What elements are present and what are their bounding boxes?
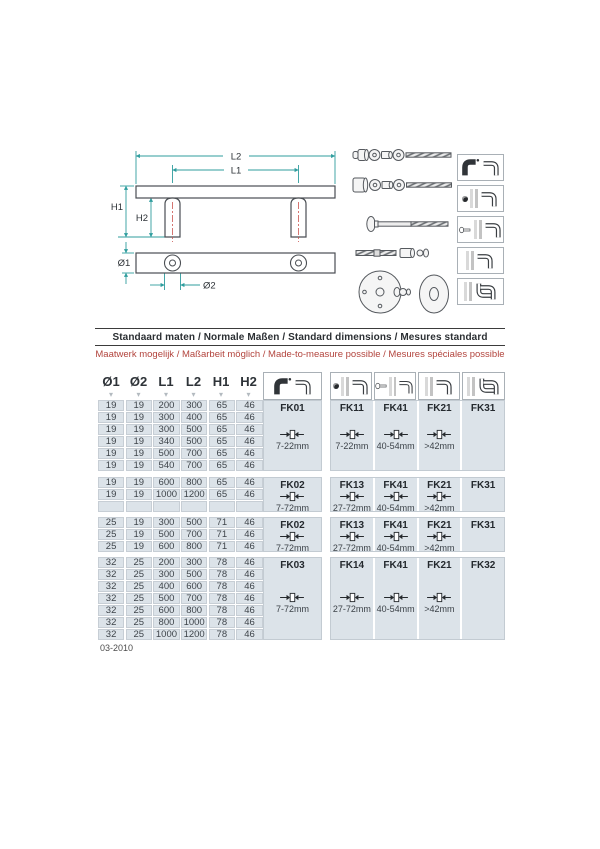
table-cell: 32	[98, 593, 124, 604]
table-cell: 46	[236, 489, 262, 500]
fixing-kit-cell	[331, 558, 373, 639]
table-cell: 32	[98, 581, 124, 592]
size-group-19-long	[0, 477, 600, 512]
table-cell: 46	[236, 581, 262, 592]
fixing-kit-code: FK41	[383, 480, 408, 491]
fixing-kit-cell	[460, 401, 504, 470]
table-cell: 46	[236, 412, 262, 423]
table-cell: 300	[153, 569, 179, 580]
table-cell: 71	[209, 517, 235, 528]
table-cell	[126, 501, 152, 512]
fixing-kit-cell	[264, 518, 321, 551]
table-cell: 1000	[153, 629, 179, 640]
table-cell: 700	[181, 460, 207, 471]
glass-thickness-range: >42mm	[424, 440, 455, 451]
fixing-kit-code: FK31	[470, 403, 496, 414]
elbow-icon	[476, 251, 495, 270]
glass-thickness-range: 40-54mm	[376, 603, 415, 614]
fixing-kit-code: FK21	[427, 403, 452, 414]
table-cell: 1200	[181, 489, 207, 500]
table-cell: 65	[209, 448, 235, 459]
table-cell: 65	[209, 460, 235, 471]
table-cell: 32	[98, 569, 124, 580]
glass-thickness-icon	[383, 491, 409, 502]
column-header: L2	[185, 374, 202, 389]
dimension-rows	[98, 557, 263, 640]
table-cell: 78	[209, 617, 235, 628]
glass-thickness-icon	[426, 491, 452, 502]
triangle-marker-icon: ▾	[218, 390, 223, 399]
table-cell: 46	[236, 529, 262, 540]
glass-panel-icon	[389, 377, 396, 396]
section-headings	[95, 328, 505, 360]
fixing-kit-cell	[460, 518, 504, 551]
column-header: H1	[212, 374, 230, 389]
table-cell: 46	[236, 593, 262, 604]
table-cell: 25	[126, 557, 152, 568]
fixing-kit-panel-a	[263, 517, 322, 552]
table-cell	[181, 501, 207, 512]
table-cell	[98, 501, 124, 512]
table-cell: 500	[153, 529, 179, 540]
table-cell: 25	[126, 605, 152, 616]
table-cell: 600	[153, 605, 179, 616]
table-row	[98, 477, 263, 488]
glass-panel-icon	[467, 377, 475, 396]
fixing-kit-code: FK32	[470, 560, 496, 571]
table-cell: 300	[181, 557, 207, 568]
solid-elbow-icon	[273, 377, 292, 396]
table-cell: 78	[209, 557, 235, 568]
fixing-kit-cell	[331, 478, 373, 511]
table-cell: 46	[236, 517, 262, 528]
fixing-kit-code: FK41	[383, 403, 408, 414]
table-cell: 19	[126, 448, 152, 459]
table-cell: 19	[98, 400, 124, 411]
glass-thickness-range: >42mm	[424, 503, 455, 513]
table-cell: 65	[209, 489, 235, 500]
column-header: Ø1	[102, 374, 120, 389]
glass-thickness-range: 7-22mm	[275, 440, 309, 451]
table-cell: 46	[236, 605, 262, 616]
table-row	[98, 593, 263, 604]
glass-panel-icon	[474, 220, 482, 239]
table-cell: 78	[209, 569, 235, 580]
fixing-kit-cell	[373, 401, 417, 470]
triangle-marker-icon: ▾	[191, 390, 196, 399]
table-cell: 19	[126, 529, 152, 540]
glass-panel-icon	[425, 377, 433, 396]
elbow-icon	[484, 220, 503, 239]
fixing-kit-code: FK41	[383, 560, 408, 571]
glass-thickness-range: >42mm	[424, 543, 455, 553]
glass-thickness-icon	[383, 429, 409, 440]
fixing-kit-code: FK02	[280, 480, 305, 491]
table-row	[98, 517, 263, 528]
table-cell: 800	[181, 605, 207, 616]
table-cell: 46	[236, 629, 262, 640]
glass-panel-icon	[466, 251, 474, 270]
column-marker-row	[98, 391, 263, 399]
fixing-kit-code: FK14	[339, 560, 365, 571]
table-cell: 19	[126, 541, 152, 552]
glass-thickness-icon	[279, 531, 305, 542]
table-cell: 340	[153, 436, 179, 447]
table-cell: 19	[126, 477, 152, 488]
glass-thickness-range: 7-22mm	[335, 440, 369, 451]
glass-thickness-icon	[426, 429, 452, 440]
column-header: L1	[158, 374, 174, 389]
fixing-kit-code: FK31	[470, 520, 496, 531]
elbow-icon	[480, 189, 499, 208]
table-cell: 600	[153, 541, 179, 552]
size-group-25	[0, 517, 600, 552]
table-cell: 65	[209, 436, 235, 447]
table-cell: 46	[236, 448, 262, 459]
table-cell: 25	[98, 517, 124, 528]
glass-thickness-range: 27-72mm	[332, 503, 371, 513]
table-cell: 800	[181, 541, 207, 552]
table-row	[98, 448, 263, 459]
screw-head-icon	[333, 383, 339, 389]
dimension-label-d1: Ø1	[117, 258, 131, 269]
table-row	[98, 605, 263, 616]
triangle-marker-icon: ▾	[108, 390, 113, 399]
fixing-kit-panel-a	[263, 477, 322, 512]
mount-icon-glass	[457, 247, 504, 274]
table-cell: 400	[181, 412, 207, 423]
glass-thickness-range: 7-72mm	[275, 543, 309, 553]
table-cell: 19	[126, 460, 152, 471]
table-cell: 25	[126, 629, 152, 640]
table-cell: 19	[98, 477, 124, 488]
table-cell: 78	[209, 593, 235, 604]
technical-drawing	[98, 138, 348, 310]
made-to-measure-heading: Maatwerk mogelijk / Maßarbeit möglich / Made-to-measure possible / Mesures spéciales possible	[95, 349, 505, 360]
table-cell: 46	[236, 569, 262, 580]
table-cell: 32	[98, 617, 124, 628]
table-row	[98, 557, 263, 568]
table-cell: 400	[153, 581, 179, 592]
table-cell: 19	[126, 400, 152, 411]
fixing-kit-cell	[331, 401, 373, 470]
bolt-icon	[375, 377, 387, 395]
table-row	[98, 400, 263, 411]
fixing-kit-cell	[417, 518, 461, 551]
standard-dimensions-heading: Standaard maten / Normale Maßen / Standard dimensions / Mesures standard	[95, 328, 505, 346]
table-cell: 78	[209, 605, 235, 616]
bolt-icon	[458, 221, 472, 239]
glass-thickness-icon	[339, 429, 365, 440]
glass-thickness-range: 27-72mm	[332, 603, 371, 614]
fixing-kit-cell	[373, 518, 417, 551]
table-cell: 32	[98, 557, 124, 568]
triangle-marker-icon: ▾	[136, 390, 141, 399]
fixing-kit-cell	[264, 558, 321, 639]
table-cell: 46	[236, 541, 262, 552]
table-cell: 700	[181, 593, 207, 604]
table-cell: 25	[126, 581, 152, 592]
table-cell: 200	[153, 557, 179, 568]
table-cell: 46	[236, 424, 262, 435]
fixing-kit-code: FK41	[383, 520, 408, 531]
fixing-kit-panel-a	[263, 557, 322, 640]
table-cell: 500	[153, 448, 179, 459]
table-cell: 19	[98, 489, 124, 500]
fixing-kit-panel-a	[263, 400, 322, 471]
table-cell: 500	[181, 424, 207, 435]
screw-head-icon	[462, 196, 468, 202]
glass-thickness-icon	[383, 531, 409, 542]
revision-date: 03-2010	[100, 643, 134, 653]
fixing-kit-panel-b	[330, 477, 505, 512]
dimension-rows	[98, 477, 263, 512]
table-row	[98, 460, 263, 471]
table-cell: 300	[153, 412, 179, 423]
fixing-kit-code: FK01	[280, 403, 305, 414]
elbow-icon	[482, 158, 501, 177]
dimension-label-h2: H2	[135, 213, 148, 224]
table-cell: 65	[209, 424, 235, 435]
table-cell: 800	[181, 477, 207, 488]
table-cell: 46	[236, 436, 262, 447]
dimension-label-h1: H1	[110, 202, 123, 213]
glass-thickness-icon	[279, 491, 305, 502]
table-cell: 600	[153, 477, 179, 488]
mount-icon-glass-screw	[457, 185, 504, 212]
table-cell: 200	[153, 400, 179, 411]
table-cell: 19	[98, 436, 124, 447]
fixing-kit-cell	[460, 478, 504, 511]
fk11-column-mount-icon	[330, 372, 372, 400]
table-cell: 19	[126, 517, 152, 528]
fixing-kit-cell	[417, 478, 461, 511]
fixing-kit-code: FK13	[339, 480, 365, 491]
table-cell: 500	[181, 517, 207, 528]
fixing-kit-cell	[264, 401, 321, 470]
glass-panel-icon	[470, 189, 478, 208]
table-row	[98, 629, 263, 640]
elbow-icon	[435, 377, 454, 396]
table-cell: 46	[236, 400, 262, 411]
fixing-kit-cell	[460, 558, 504, 639]
table-cell: 500	[153, 593, 179, 604]
table-cell: 700	[181, 529, 207, 540]
dimension-label-d2: Ø2	[203, 280, 216, 292]
fixing-kit-code: FK03	[280, 560, 305, 571]
fixing-kit-cell	[264, 478, 321, 511]
solid-elbow-icon	[461, 158, 480, 177]
fk31-column-mount-icon	[462, 372, 505, 400]
table-cell: 32	[98, 629, 124, 640]
fixing-kit-cell	[331, 518, 373, 551]
table-row	[98, 541, 263, 552]
table-row	[98, 412, 263, 423]
glass-thickness-range: 7-72mm	[275, 603, 309, 614]
table-cell: 300	[153, 517, 179, 528]
glass-thickness-range: >42mm	[424, 603, 455, 614]
table-cell: 25	[98, 541, 124, 552]
table-row	[98, 489, 263, 500]
column-header: H2	[240, 374, 257, 389]
table-cell: 500	[181, 569, 207, 580]
table-cell: 25	[126, 617, 152, 628]
table-cell: 1000	[181, 617, 207, 628]
table-cell	[236, 501, 262, 512]
glass-thickness-range: 40-54mm	[376, 440, 415, 451]
mounting-hardware-illustrations	[350, 142, 456, 324]
dimension-rows	[98, 400, 263, 471]
table-cell: 46	[236, 477, 262, 488]
table-cell: 19	[126, 412, 152, 423]
table-cell: 32	[98, 605, 124, 616]
glass-thickness-icon	[339, 531, 365, 542]
table-cell: 19	[98, 448, 124, 459]
triangle-marker-icon: ▾	[163, 390, 168, 399]
table-cell: 78	[209, 581, 235, 592]
mount-icon-glass-bolt	[457, 216, 504, 243]
column-header: Ø2	[129, 374, 148, 389]
fixing-kit-panel-b	[330, 400, 505, 471]
table-cell: 300	[181, 400, 207, 411]
fixing-kit-cell	[417, 558, 461, 639]
table-row	[98, 581, 263, 592]
mount-icon-solid-elbow	[457, 154, 504, 181]
table-cell: 65	[209, 400, 235, 411]
table-cell: 19	[98, 460, 124, 471]
table-cell: 65	[209, 477, 235, 488]
glass-thickness-range: 27-72mm	[332, 543, 371, 553]
fixing-kit-panel-b	[330, 517, 505, 552]
table-cell: 1000	[153, 489, 179, 500]
fixing-kit-code: FK13	[339, 520, 365, 531]
fk21-column-mount-icon	[418, 372, 460, 400]
table-cell: 65	[209, 412, 235, 423]
table-cell: 19	[98, 412, 124, 423]
fixing-kit-code: FK02	[280, 520, 305, 531]
dimension-rows	[98, 517, 263, 552]
glass-thickness-icon	[339, 592, 365, 603]
glass-panel-icon	[341, 377, 349, 396]
table-column-headers	[98, 374, 263, 389]
table-cell: 500	[181, 436, 207, 447]
dimension-label-l1: L1	[230, 165, 242, 177]
table-cell: 1200	[181, 629, 207, 640]
glass-thickness-icon	[339, 491, 365, 502]
table-row	[98, 569, 263, 580]
table-cell: 46	[236, 617, 262, 628]
table-cell: 800	[153, 617, 179, 628]
fixing-kit-panel-b	[330, 557, 505, 640]
fixing-kit-code: FK11	[339, 403, 364, 414]
elbow-icon	[294, 377, 313, 396]
glass-thickness-range: 40-54mm	[376, 503, 415, 513]
fixing-kit-cell	[417, 401, 461, 470]
table-cell: 46	[236, 557, 262, 568]
elbow-icon	[351, 377, 370, 396]
glass-thickness-icon	[383, 592, 409, 603]
fk41-column-mount-icon	[374, 372, 416, 400]
glass-panel-icon	[464, 282, 472, 301]
table-cell: 540	[153, 460, 179, 471]
table-cell: 46	[236, 460, 262, 471]
size-group-19	[0, 400, 600, 471]
table-cell: 71	[209, 529, 235, 540]
table-row	[98, 617, 263, 628]
table-cell	[209, 501, 235, 512]
table-cell: 19	[98, 424, 124, 435]
fixing-kit-code: FK31	[470, 480, 496, 491]
fixing-kit-cell	[373, 478, 417, 511]
fixing-kit-code: FK21	[427, 520, 452, 531]
table-cell	[153, 501, 179, 512]
table-cell: 25	[126, 593, 152, 604]
table-cell: 25	[98, 529, 124, 540]
glass-thickness-range: 7-72mm	[275, 503, 309, 513]
mount-icon-back-to-back	[457, 278, 504, 305]
fixing-kit-code: FK21	[427, 560, 452, 571]
table-cell: 300	[153, 424, 179, 435]
table-cell: 19	[126, 489, 152, 500]
table-row	[98, 424, 263, 435]
table-row	[98, 529, 263, 540]
glass-thickness-icon	[279, 592, 305, 603]
glass-thickness-icon	[426, 592, 452, 603]
fixing-kit-code: FK21	[427, 480, 452, 491]
fixing-kit-cell	[373, 558, 417, 639]
table-cell: 71	[209, 541, 235, 552]
table-cell: 19	[126, 436, 152, 447]
glass-thickness-icon	[279, 429, 305, 440]
table-cell: 700	[181, 448, 207, 459]
size-group-32	[0, 557, 600, 640]
table-row	[98, 501, 263, 512]
table-cell: 600	[181, 581, 207, 592]
fk01-column-mount-icon	[263, 372, 322, 400]
table-cell: 78	[209, 629, 235, 640]
table-cell: 19	[126, 424, 152, 435]
dimension-label-l2: L2	[230, 151, 242, 163]
table-cell: 25	[126, 569, 152, 580]
elbow-icon	[398, 377, 415, 396]
glass-thickness-icon	[426, 531, 452, 542]
double-elbow-icon	[477, 377, 501, 396]
table-row	[98, 436, 263, 447]
triangle-marker-icon: ▾	[246, 390, 251, 399]
double-elbow-icon	[474, 282, 498, 301]
glass-thickness-range: 40-54mm	[376, 543, 415, 553]
